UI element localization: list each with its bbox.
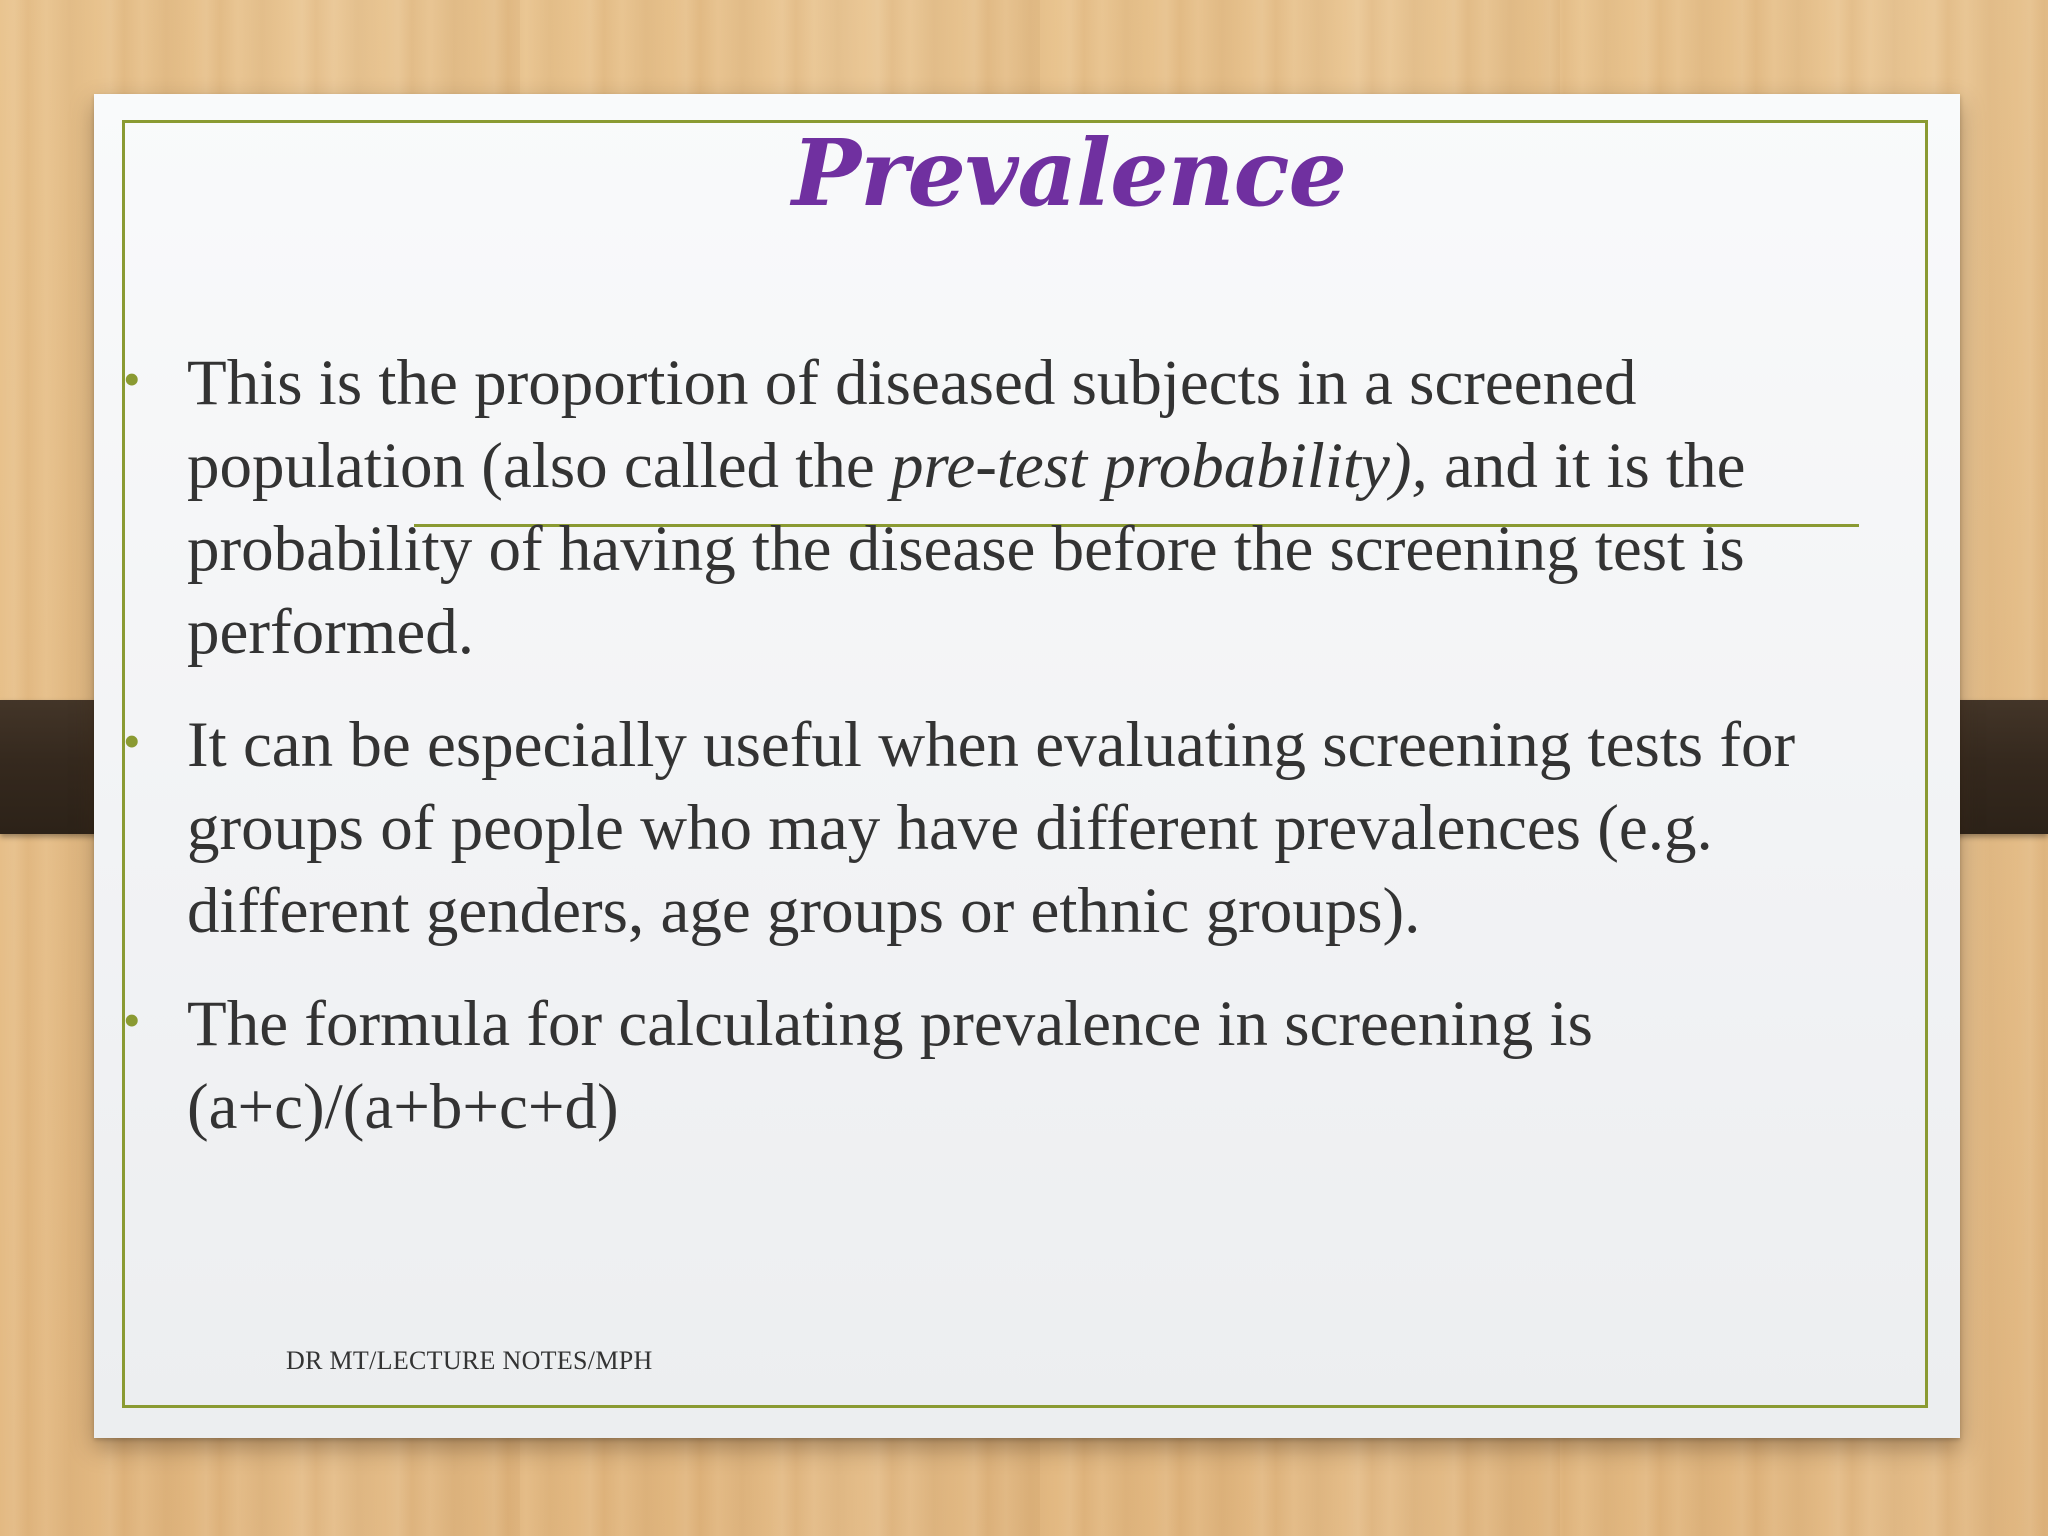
bullet-text: It can be especially useful when evaluating screening tests for groups of people who may have different prevalences (e.g. different genders, age groups or ethnic groups).	[187, 709, 1796, 947]
bullet-text: This is the proportion of diseased subjects in a screened population (also called the	[187, 347, 1637, 502]
slide-footer: DR MT/LECTURE NOTES/MPH	[286, 1346, 653, 1375]
bullet-dot: •	[123, 713, 141, 769]
bullet-text-italic: pre-test probability),	[890, 430, 1428, 502]
bullet-item-usefulness	[123, 704, 1927, 953]
slide-card	[94, 94, 1960, 1438]
bullet-item-formula	[123, 983, 1927, 1149]
slide-title: Prevalence	[791, 119, 1347, 227]
bullet-text: The formula for calculating prevalence in screening is (a+c)/(a+b+c+d)	[187, 988, 1593, 1143]
bullet-dot: •	[123, 992, 141, 1048]
bullet-item-definition	[123, 342, 1927, 674]
bullet-text: and it is the probability of having the disease before the screening test is performed.	[187, 430, 1746, 668]
bullet-dot: •	[123, 351, 141, 407]
